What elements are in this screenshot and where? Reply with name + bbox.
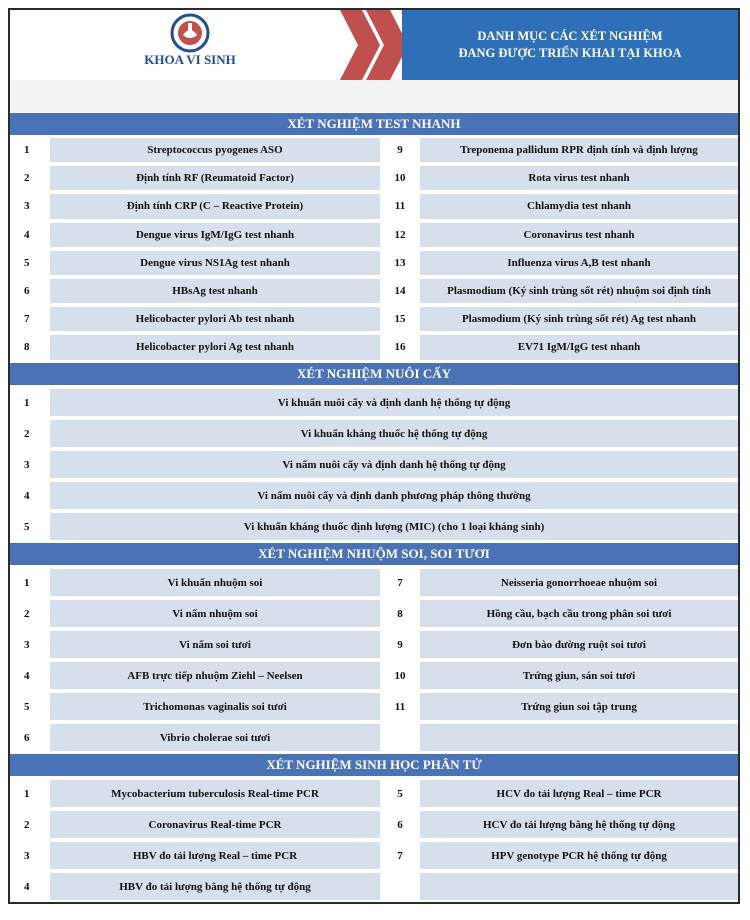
row-number: 10 xyxy=(382,166,418,190)
row-number: 5 xyxy=(382,780,418,807)
row-number: 8 xyxy=(382,600,418,627)
spacer-band xyxy=(10,80,738,112)
test-name: Rota virus test nhanh xyxy=(420,166,738,190)
test-name: Vibrio cholerae soi tươi xyxy=(50,724,380,751)
row-number: 11 xyxy=(382,194,418,218)
test-name: Trứng giun soi tập trung xyxy=(420,693,738,720)
test-name: Định tính CRP (C – Reactive Protein) xyxy=(50,194,380,218)
title-line-2: ĐANG ĐƯỢC TRIỂN KHAI TẠI KHOA xyxy=(458,46,682,60)
row-number: 16 xyxy=(382,335,418,359)
row-number: 7 xyxy=(382,842,418,869)
test-name xyxy=(420,724,738,751)
row-number: 2 xyxy=(10,811,48,838)
row-number: 1 xyxy=(10,389,48,416)
row-number: 3 xyxy=(10,842,48,869)
row-number: 15 xyxy=(382,307,418,331)
row-number: 4 xyxy=(10,482,48,509)
row-number: 11 xyxy=(382,693,418,720)
row-number: 5 xyxy=(10,693,48,720)
test-name: HBV đo tải lượng Real – time PCR xyxy=(50,842,380,869)
test-name: Plasmodium (Ký sinh trùng sốt rét) nhuộm soi định tính xyxy=(420,279,738,303)
test-name: HCV đo tải lượng bằng hệ thống tự động xyxy=(420,811,738,838)
test-name: Vi nấm nuôi cấy và định danh phương pháp thông thường xyxy=(50,482,738,509)
row-number: 12 xyxy=(382,223,418,247)
test-name: Vi khuẩn nuôi cấy và định danh hệ thống tự động xyxy=(50,389,738,416)
test-name: Vi nấm nuôi cấy và định danh hệ thống tự động xyxy=(50,451,738,478)
row-number: 8 xyxy=(10,335,48,359)
department-name: KHOA VI SINH xyxy=(144,52,236,67)
test-name: Vi khuẩn kháng thuốc hệ thống tự động xyxy=(50,420,738,447)
row-number: 7 xyxy=(382,569,418,596)
test-name: Dengue virus IgM/IgG test nhanh xyxy=(50,223,380,247)
row-number: 3 xyxy=(10,631,48,658)
row-number: 6 xyxy=(10,279,48,303)
row-number: 13 xyxy=(382,251,418,275)
title-banner xyxy=(402,10,738,80)
row-number: 2 xyxy=(10,166,48,190)
test-name: Trứng giun, sán soi tươi xyxy=(420,662,738,689)
row-number: 6 xyxy=(382,811,418,838)
test-name: HBsAg test nhanh xyxy=(50,279,380,303)
test-name: Định tính RF (Reumatoid Factor) xyxy=(50,166,380,190)
row-number: 9 xyxy=(382,631,418,658)
row-number: 14 xyxy=(382,279,418,303)
test-name: HBV đo tải lượng bằng hệ thống tự động xyxy=(50,873,380,900)
section-title-nuoi-cay: XÉT NGHIỆM NUÔI CẤY xyxy=(10,363,738,385)
row-number: 5 xyxy=(10,251,48,275)
test-name: Dengue virus NS1Ag test nhanh xyxy=(50,251,380,275)
hospital-logo-icon xyxy=(166,13,214,57)
header xyxy=(10,10,738,80)
row-number: 7 xyxy=(10,307,48,331)
test-name: Treponema pallidum RPR định tính và định lượng xyxy=(420,138,738,162)
test-name: Vi nấm nhuộm soi xyxy=(50,600,380,627)
row-number: 4 xyxy=(10,873,48,900)
test-name: Helicobacter pylori Ab test nhanh xyxy=(50,307,380,331)
row-number: 4 xyxy=(10,223,48,247)
section-title-sinh-hoc-phan-tu: XÉT NGHIỆM SINH HỌC PHÂN TỬ xyxy=(10,754,738,776)
row-number: 3 xyxy=(10,194,48,218)
test-name: Vi nấm soi tươi xyxy=(50,631,380,658)
test-name: AFB trực tiếp nhuộm Ziehl – Neelsen xyxy=(50,662,380,689)
test-name: Neisseria gonorrhoeae nhuộm soi xyxy=(420,569,738,596)
title-line-1: DANH MỤC CÁC XÉT NGHIỆM xyxy=(477,29,663,43)
row-number: 1 xyxy=(10,780,48,807)
row-number: 9 xyxy=(382,138,418,162)
row-number xyxy=(382,724,418,751)
test-name: Coronavirus test nhanh xyxy=(420,223,738,247)
test-name: HCV đo tải lượng Real – time PCR xyxy=(420,780,738,807)
test-name: Vi khuẩn kháng thuốc định lượng (MIC) (cho 1 loại kháng sinh) xyxy=(50,513,738,540)
test-name: Influenza virus A,B test nhanh xyxy=(420,251,738,275)
row-number: 10 xyxy=(382,662,418,689)
test-name: Trichomonas vaginalis soi tươi xyxy=(50,693,380,720)
document-frame xyxy=(8,8,740,904)
test-name xyxy=(420,873,738,900)
test-name: Coronavirus Real-time PCR xyxy=(50,811,380,838)
row-number: 2 xyxy=(10,420,48,447)
row-number: 1 xyxy=(10,569,48,596)
section-title-test-nhanh: XÉT NGHIỆM TEST NHANH xyxy=(10,113,738,135)
row-number: 2 xyxy=(10,600,48,627)
test-name: Streptococcus pyogenes ASO xyxy=(50,138,380,162)
test-name: Mycobacterium tuberculosis Real-time PCR xyxy=(50,780,380,807)
test-name: Hồng cầu, bạch cầu trong phân soi tươi xyxy=(420,600,738,627)
test-name: Chlamydia test nhanh xyxy=(420,194,738,218)
test-name: Đơn bào đường ruột soi tươi xyxy=(420,631,738,658)
section-title-nhuom-soi: XÉT NGHIỆM NHUỘM SOI, SOI TƯƠI xyxy=(10,543,738,565)
test-name: HPV genotype PCR hệ thống tự động xyxy=(420,842,738,869)
row-number: 1 xyxy=(10,138,48,162)
test-name: EV71 IgM/IgG test nhanh xyxy=(420,335,738,359)
row-number: 4 xyxy=(10,662,48,689)
row-number: 6 xyxy=(10,724,48,751)
row-number: 5 xyxy=(10,513,48,540)
test-name: Helicobacter pylori Ag test nhanh xyxy=(50,335,380,359)
test-name: Vi khuẩn nhuộm soi xyxy=(50,569,380,596)
row-number: 3 xyxy=(10,451,48,478)
test-name: Plasmodium (Ký sinh trùng sốt rét) Ag test nhanh xyxy=(420,307,738,331)
row-number xyxy=(382,873,418,900)
